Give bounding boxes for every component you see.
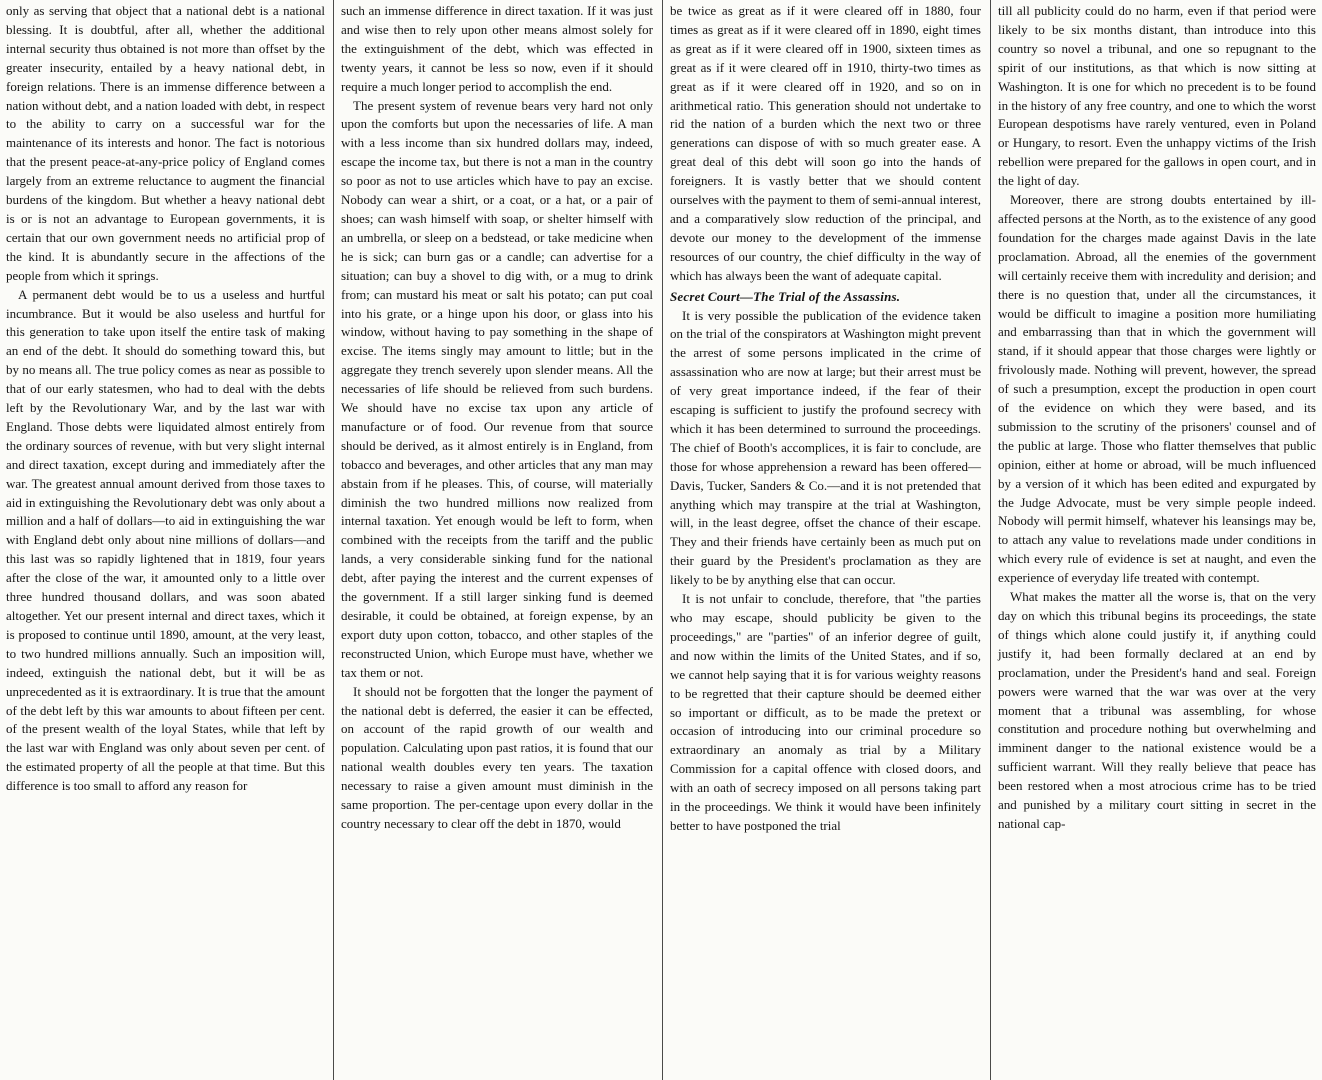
paragraph: The present system of revenue bears very hard not only upon the comforts but upon the necessaries of life. A man with a less income than six hundred dollars may, indeed, escape the income tax, but there is not a man in the country so poor as not to use articles which have to pay an excise. Nobody can wear a shirt, or a coat, or a hat, or a pair of shoes; can wash himself with soap, or shelter himself with an umbrella, or sleep on a bedstead, or take medicine when he is sick; can burn gas or a candle; can advertise for a situation; can buy a shovel to dig with, or a mug to drink from; can mustard his meat or salt his potato; can put coal into his grate, or a hinge upon his door, or glass into his window, without having to pay something in the shape of excise. The items singly may amount to little; but in the aggregate they trench severely upon slender means. All the necessaries of life should be relieved from such burdens. We should have no excise tax upon any article of manufacture or of food. Our revenue from that source should be derived, as it almost entirely is in England, from tobacco and beverages, and other articles that any man may abstain from if he pleases. This, of course, will materially diminish the two hundred millions now realized from internal taxation. Yet enough would be left to form, when combined with the receipts from the tariff and the public lands, a very considerable sinking fund for the national debt, after paying the interest and the current expenses of the government. If a still larger sinking fund is deemed desirable, it could be obtained, at foreign expense, by an export duty upon cotton, tobacco, and other staples of the reconstructed Union, which Europe must have, whether we tax them or not.: [341, 97, 653, 680]
paragraph: It is very possible the publication of the evidence taken on the trial of the conspirators at Washington might prevent the arrest of some persons implicated in the crime of assassination who are now at large; but their arrest must be of very great importance indeed, if the fear of their escaping is sufficient to justify the profound secrecy with which it has been determined to surround the proceedings. The chief of Booth's accomplices, it is fair to conclude, are those for whose apprehension a reward has been offered—Davis, Tucker, Sanders & Co.—and it is not pretended that anything which may transpire at the trial at Washington, will, in the least degree, offset the chance of their escape. They and their friends have certainly been as much put on their guard by the President's proclamation as they are likely to be by anything else that can occur.: [670, 307, 981, 588]
paragraph: What makes the matter all the worse is, that on the very day on which this tribunal begins its proceedings, the state of things which alone could justify it, if anything could justify it, had been formally declared at an end by proclamation, under the President's hand and seal. Foreign powers were warned that the war was over at the very moment that a tribunal was assembling, for whose constitution and procedure nothing but overwhelming and imminent danger to the national existence would be a sufficient warrant. Will they really believe that peace has been restored when a most atrocious crime has to be tried and punished by a military court sitting in secret in the national cap-: [998, 589, 1316, 831]
section-title: Secret Court—The Trial of the Assassins.: [670, 288, 901, 304]
column-rule: [333, 0, 334, 1080]
column-4: [992, 0, 1322, 1080]
paragraph: It is not unfair to conclude, therefore, that "the parties who may escape, should publicity be given to the proceedings," are "parties" of an inferior degree of guilt, and now within the limits of the United States, and if so, we cannot help saying that it is for various weighty reasons to be regretted that their capture should be deemed either so important or difficult, as to be made the pretext or occasion of introducing into our criminal procedure so extraordinary an anomaly as trial by a Military Commission for a capital offence with closed doors, and with an oath of secrecy imposed on all persons taking part in the proceedings. We think it would have been infinitely better to have postponed the trial: [670, 591, 981, 833]
column-rule: [662, 0, 663, 1080]
paragraph: Moreover, there are strong doubts entertained by ill-affected persons at the North, as to the existence of any good foundation for the charges made against Davis in the late proclamation. Abroad, all the enemies of the government will certainly receive them with incredulity and derision; and there is no question that, under all the circumstances, it would be difficult to imagine a position more humiliating and embarrassing than that in which the government will stand, if it should appear that those charges were lightly or frivolously made. Nothing will prevent, however, the spread of such a presumption, except the production in open court of the evidence on which they were based, and its submission to the scrutiny of the prisoners' counsel and of the public at large. Those who flatter themselves that public opinion, either at home or abroad, will be much influenced by a version of it which has been edited and expurgated by the Judge Advocate, must be very simple people indeed. Nobody will permit himself, whatever his leansings may be, to attach any value to revelations made under conditions in which every rule of evidence is set at naught, and even the experience of everyday life treated with contempt.: [998, 192, 1316, 586]
column-3: [664, 0, 987, 1080]
column-rule: [990, 0, 991, 1080]
paragraph: be twice as great as if it were cleared off in 1880, four times as great as if it were cleared off in 1890, eight times as great as if it were cleared off in 1900, sixteen times as great as if it were cleared off in 1910, thirty-two times as great as if it were cleared off in 1920, and so on in arithmetical ratio. This generation should not undertake to rid the nation of a burden which the next two or three generations can dispose of with so much greater ease. A great deal of this debt will soon go into the hands of foreigners. It is vastly better that we should content ourselves with the payment to them of semi-annual interest, and a comparatively slow reduction of the principal, and devote our money to the development of the immense resources of our country, the chief difficulty in the way of which has always been the want of adequate capital.: [670, 3, 981, 283]
paragraph: such an immense difference in direct taxation. If it was just and wise then to rely upon other means almost solely for the extinguishment of the debt, which was effected in twenty years, it cannot be less so now, even if it should require a much longer period to accomplish the end.: [341, 3, 653, 94]
paragraph: A permanent debt would be to us a useless and hurtful incumbrance. But it would be also useless and hurtful for this generation to take upon itself the entire task of making an end of the debt. It should do something toward this, but by no means all. The true policy comes as near as possible to that of our early statesmen, who had to deal with the debts left by the Revolutionary War, and by the last war with England. Those debts were liquidated almost entirely from the ordinary sources of revenue, with but very slight internal and direct taxation, except during and immediately after the war. The greatest annual amount derived from those taxes to aid in extinguishing the Revolutionary debt was only about a million and a half of dollars—to aid in extinguishing the war with England debt only about nine millions of dollars—and this last was so rapidly lightened that in 1819, four years after the close of the war, it amounted only to a little over three hundred thousand dollars, and was soon abated altogether. Yet our present internal and direct taxes, which it is proposed to continue until 1890, amount, at the very least, to two hundred millions annually. Such an imposition will, indeed, extinguish the national debt, but it will be as unprecedented as it is extraordinary. It is true that the amount of the debt left by this war amounts to about fifteen per cent. of the present wealth of the loyal States, while that left by the last war with England was only about seven per cent. of the estimated property of all the people at that time. But this difference is too small to afford any reason for: [6, 286, 325, 794]
column-2: [335, 0, 659, 1080]
paragraph: It should not be forgotten that the longer the payment of the national debt is deferred, the easier it can be effected, on account of the rapid growth of our wealth and population. Calculating upon past ratios, it is found that our national wealth doubles every ten years. The taxation necessary to raise a given amount must diminish in the same proportion. The per-centage upon every dollar in the country necessary to clear off the debt in 1870, would: [341, 683, 653, 831]
paragraph: only as serving that object that a national debt is a national blessing. It is doubtful, after all, whether the additional internal security thus obtained is not more than offset by the greater insecurity, entailed by a heavy national debt, in foreign relations. There is an immense difference between a nation without debt, and a nation loaded with debt, in respect to the ability to carry on a successful war for the maintenance of its interests and honor. The fact is notorious that the present peace-at-any-price policy of England comes largely from an extreme reluctance to augment the financial burdens of the kingdom. But whether a heavy national debt is or is not an advantage to European governments, it is certain that our own government needs no artificial prop of the kind. It is abundantly secure in the affections of the people from which it springs.: [6, 3, 325, 283]
paragraph: till all publicity could do no harm, even if that period were likely to be six months distant, than introduce into this country so novel a tribunal, and one so repugnant to the spirit of our institutions, as that which is now sitting at Washington. It is one for which no precedent is to be found in the history of any free country, and one to which the worst European despotisms have rarely ventured, even in Poland or Hungary, to resort. Even the unhappy victims of the Irish rebellion were prepared for the gallows in open court, and in the light of day.: [998, 3, 1316, 189]
column-1: [0, 0, 331, 1080]
section-heading: [670, 288, 981, 307]
